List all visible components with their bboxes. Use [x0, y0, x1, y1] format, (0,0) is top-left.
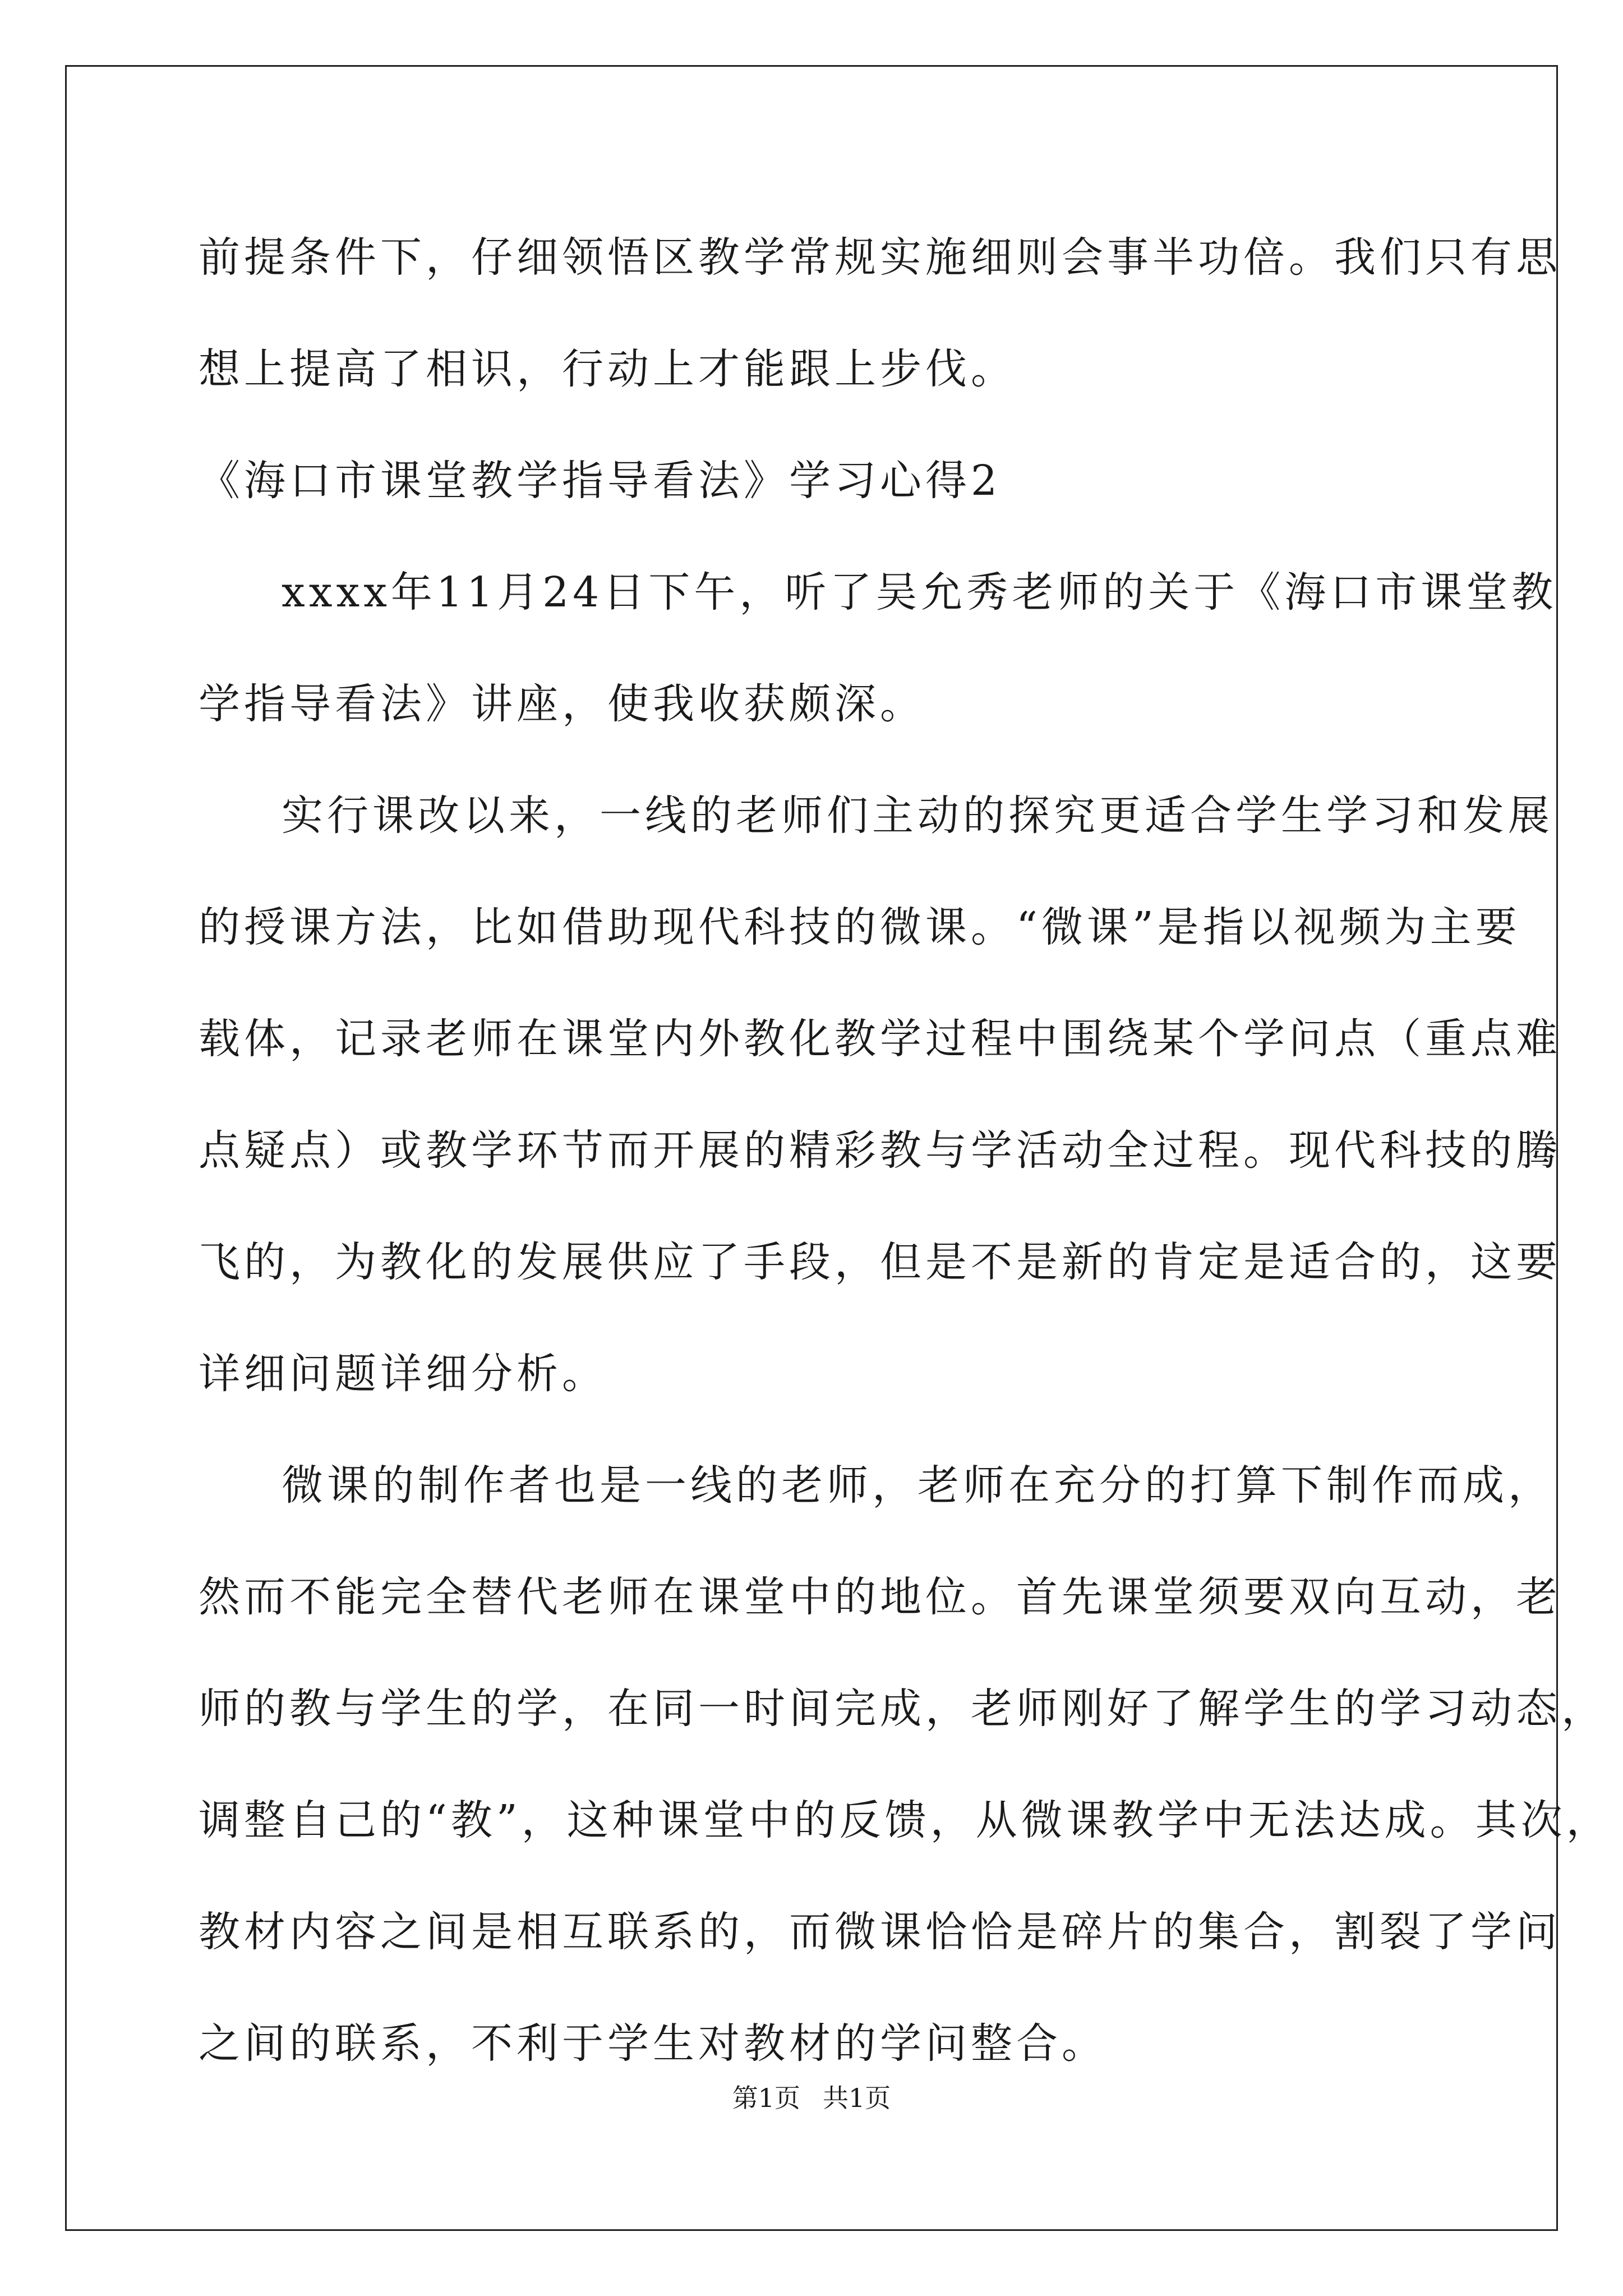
text-line: 学指导看法》讲座，使我收获颇深。	[199, 680, 925, 728]
page-footer	[0, 2081, 1623, 2115]
page-number-current: 第1页	[732, 2083, 800, 2113]
text-line: 然而不能完全替代老师在课堂中的地位。首先课堂须要双向互动，老	[199, 1573, 1561, 1621]
text-line: 调整自己的“教”，这种课堂中的反馈，从微课教学中无法达成。其次，	[199, 1796, 1612, 1844]
text-line: 《海口市课堂教学指导看法》学习心得2	[199, 457, 1002, 505]
text-line: 微课的制作者也是一线的老师，老师在充分的打算下制作而成，	[282, 1461, 1553, 1510]
text-line: 教材内容之间是相互联系的，而微课恰恰是碎片的集合，割裂了学问	[199, 1908, 1561, 1956]
text-line: 点疑点）或教学环节而开展的精彩教与学活动全过程。现代科技的腾	[199, 1126, 1561, 1175]
document-body	[199, 202, 1612, 2100]
text-line: 师的教与学生的学，在同一时间完成，老师刚好了解学生的学习动态，	[199, 1685, 1607, 1733]
text-line: 实行课改以来，一线的老师们主动的探究更适合学生学习和发展	[282, 792, 1553, 840]
page-number-total: 共1页	[823, 2083, 891, 2113]
text-line: 载体，记录老师在课堂内外教化教学过程中围绕某个学问点（重点难	[199, 1015, 1561, 1063]
text-line: 详细问题详细分析。	[199, 1350, 607, 1398]
text-line: 前提条件下，仔细领悟区教学常规实施细则会事半功倍。我们只有思	[199, 233, 1561, 282]
text-line: xxxx年11月24日下午，听了吴允秀老师的关于《海口市课堂教	[282, 568, 1557, 616]
text-line: 飞的，为教化的发展供应了手段，但是不是新的肯定是适合的，这要	[199, 1238, 1561, 1286]
text-line: 的授课方法，比如借助现代科技的微课。“微课”是指以视频为主要	[199, 903, 1521, 951]
text-line: 之间的联系，不利于学生对教材的学问整合。	[199, 2019, 1107, 2068]
text-line: 想上提高了相识，行动上才能跟上步伐。	[199, 345, 1016, 393]
